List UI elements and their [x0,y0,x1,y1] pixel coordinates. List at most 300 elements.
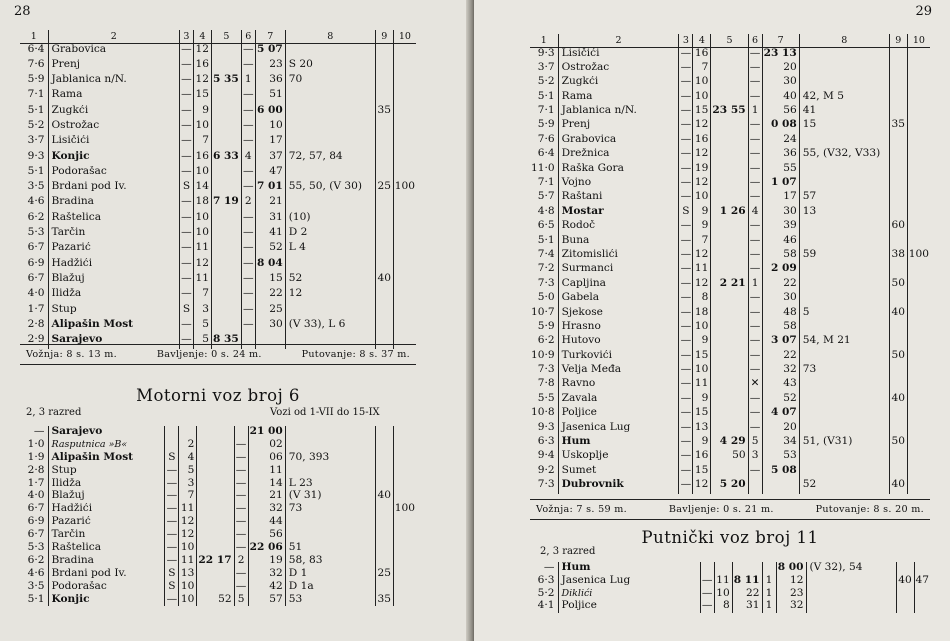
stop-type-cell: — [679,249,693,263]
stop-cell: 2 [241,196,255,211]
time-cell: 37 [255,151,285,166]
connections-cell [799,177,889,191]
stop-type-cell [700,562,714,575]
time-cell: 20 [762,422,799,436]
station-cell: Raška Gora [558,163,679,177]
speed-cell [393,59,416,74]
table-row [20,212,416,227]
stop-type-cell: — [166,490,178,502]
km-cell: 6·3 [530,575,558,588]
time-cell: 4 29 [711,436,748,450]
time-cell [211,181,241,196]
connections-cell [285,105,375,120]
time-cell [211,319,241,334]
time-cell [711,220,748,234]
stop-cell: — [748,148,762,162]
time-cell [711,76,748,90]
speed-cell [393,227,416,242]
time-cell: 23 [776,588,806,601]
speed-cell: 25 [375,181,393,196]
minutes-cell: 11 [179,555,197,568]
station-cell: Sjekose [558,307,679,321]
time-cell [197,516,234,529]
time-cell: 23 55 [711,105,748,119]
time-cell: 46 [762,235,799,249]
time-cell [211,288,241,303]
speed-cell [889,450,907,464]
stop-type-cell: — [179,120,193,135]
speed-cell [907,378,930,392]
speed-cell [393,478,416,491]
time-cell [711,119,748,133]
time-cell: 14 [248,478,285,491]
stop-cell: — [235,464,247,476]
time-cell: 17 [762,191,799,205]
time-cell: 22 [762,350,799,364]
minutes-cell: 12 [693,148,711,162]
table-row [530,91,930,105]
speed-cell [375,542,393,555]
speed-cell [907,163,930,177]
stop-cell: — [241,288,255,303]
stop-type-cell: — [166,593,178,605]
connections-cell [285,426,375,439]
speed-cell: 47 [915,574,929,586]
stop-cell: — [748,163,762,177]
km-cell: 5·2 [530,588,558,601]
minutes-cell: 10 [693,76,711,90]
time-cell: 30 [762,76,799,90]
timetable-top [530,34,930,494]
time-cell [711,163,748,177]
column-header: 3 [679,34,693,48]
speed-cell [889,335,907,349]
table-row [530,350,930,364]
station-cell: Šurmanci [558,263,679,277]
connections-cell [799,278,889,292]
km-cell: 5·5 [530,393,558,407]
speed-cell [907,76,930,90]
stop-cell: — [748,220,762,234]
stop-cell: — [241,212,255,227]
speed-cell: 40 [889,393,907,407]
stop-cell: — [241,227,255,242]
speed-cell [393,44,416,59]
time-cell [197,568,234,581]
stop-cell: — [748,91,762,105]
speed-cell [375,516,393,529]
km-cell: 7·3 [530,479,558,493]
station-cell: Lisičići [48,135,179,150]
time-cell: 8 11 [732,575,762,588]
speed-cell [889,422,907,436]
stop-cell: — [235,542,247,554]
speed-cell: 40 [375,273,393,288]
connections-cell: 12 [285,288,375,303]
minutes-cell: 15 [193,89,211,104]
km-cell: 2·9 [20,334,48,349]
stop-type-cell: — [679,191,693,205]
time-cell: 22 [732,588,762,601]
minutes-cell: 9 [693,393,711,407]
table-row [20,151,416,166]
minutes-cell: 9 [193,105,211,120]
speed-cell [889,292,907,306]
speed-cell [907,48,930,62]
time-cell: 55 [762,163,799,177]
time-cell: 17 [255,135,285,150]
station-cell: Hum [558,436,679,450]
km-cell: 6·4 [530,148,558,162]
station-cell: Žitomislići [558,249,679,263]
time-cell [711,335,748,349]
speed-cell [375,304,393,319]
km-cell: 7·6 [530,134,558,148]
table-row [530,263,930,277]
stop-type-cell: — [679,134,693,148]
speed-cell [393,452,416,465]
table-row [20,196,416,211]
connections-cell [285,304,375,319]
speed-cell [393,555,416,568]
time-cell: 8 00 [776,562,806,575]
minutes-cell: 3 [193,304,211,319]
station-cell: Žugkći [558,76,679,90]
column-header: 1 [530,34,558,48]
time-cell [211,273,241,288]
time-cell [711,321,748,335]
km-cell: 10·9 [530,350,558,364]
km-cell: 10·7 [530,307,558,321]
stop-cell: — [241,304,255,319]
connections-cell [285,516,375,529]
station-cell: Prenj [558,119,679,133]
connections-cell [799,76,889,90]
table-row [530,278,930,292]
km-cell: 5·3 [20,227,48,242]
connections-cell: D 1 [285,568,375,581]
station-cell: Šumet [558,465,679,479]
stop-cell: — [748,235,762,249]
stop-cell: — [748,393,762,407]
stop-cell: 1 [748,278,762,292]
stop-cell: — [748,422,762,436]
connections-cell: 55, (V32, V33) [799,148,889,162]
station-cell: Konjic [48,151,179,166]
km-cell: 9·3 [530,48,558,62]
station-cell: Brdani pod Iv. [48,181,179,196]
station-cell: Stup [48,304,179,319]
minutes-cell: 11 [693,378,711,392]
station-cell: Pazarić [48,516,165,529]
stop-type-cell: — [179,89,193,104]
table-row [530,62,930,76]
time-cell [211,258,241,273]
connections-cell: (V 32), 54 [806,562,896,575]
speed-cell [907,450,930,464]
speed-cell [914,600,930,613]
connections-cell: 13 [799,206,889,220]
stop-type-cell: — [679,91,693,105]
time-cell: 36 [762,148,799,162]
table-row [20,529,416,542]
stop-cell: — [235,580,247,592]
station-cell: Ilidža [48,478,165,491]
station-cell: Hadžići [48,258,179,273]
km-cell: 3·7 [530,62,558,76]
km-cell: 4·8 [530,206,558,220]
speed-cell [889,148,907,162]
station-cell: Tarčin [48,529,165,542]
stop-cell: — [748,307,762,321]
minutes-cell: 7 [193,135,211,150]
driving-time: Vožnja: 7 s. 59 m. [536,504,628,515]
station-cell: Čapljina [558,278,679,292]
minutes-cell: 16 [193,151,211,166]
speed-cell [907,220,930,234]
driving-time: Vožnja: 8 s. 13 m. [26,349,118,360]
minutes-cell: 12 [193,74,211,89]
stop-cell: — [241,120,255,135]
minutes-cell: 4 [179,452,197,465]
column-header: 7 [762,34,799,48]
time-cell: 19 [248,555,285,568]
travel-summary [20,344,416,365]
time-cell: 20 [762,62,799,76]
minutes-cell: 12 [193,258,211,273]
time-cell [211,59,241,74]
speed-cell [907,235,930,249]
minutes-cell: 15 [693,105,711,119]
time-cell: 10 [255,120,285,135]
minutes-cell: 13 [693,422,711,436]
speed-cell [375,135,393,150]
stop-type-cell: — [679,350,693,364]
connections-cell [799,263,889,277]
stop-cell [748,479,762,493]
minutes-cell: 7 [179,490,197,503]
station-cell: Lisičići [558,48,679,62]
connections-cell [799,378,889,392]
table-row [530,134,930,148]
connections-cell: 52 [799,479,889,493]
stop-type-cell: S [679,206,693,220]
speed-cell [393,105,416,120]
connections-cell [285,166,375,181]
connections-cell [799,163,889,177]
time-cell: 1 07 [762,177,799,191]
time-cell: 8 04 [255,258,285,273]
stop-cell: — [241,242,255,257]
speed-cell [393,581,416,594]
speed-cell [393,288,416,303]
station-cell: Sarajevo [48,426,165,439]
stop-type-cell [165,439,179,452]
minutes-cell: 10 [693,91,711,105]
connections-cell [285,89,375,104]
time-cell [197,426,234,439]
connections-cell [285,258,375,273]
time-cell: 36 [255,74,285,89]
stop-cell: — [748,263,762,277]
stop-type-cell: — [679,407,693,421]
speed-cell [393,516,416,529]
time-cell: 5 35 [211,74,241,89]
station-cell: Ilidža [48,288,179,303]
km-cell: 4·0 [20,288,48,303]
minutes-cell: 7 [193,288,211,303]
connections-cell [806,575,896,588]
station-cell: Raštani [558,191,679,205]
table-row [20,288,416,303]
stop-cell: — [748,465,762,479]
station-cell: Pazarić [48,242,179,257]
speed-cell [393,568,416,581]
column-header: 4 [193,30,211,44]
station-cell: Jablanica n/N. [48,74,179,89]
station-cell: Velja Međa [558,364,679,378]
stop-type-cell: — [679,292,693,306]
stop-type-cell: — [679,422,693,436]
time-cell [211,105,241,120]
table-row [530,479,930,493]
section-title: Motorni voz broj 6 [136,386,300,405]
station-cell: Alipašin Most [48,319,179,334]
time-cell [711,307,748,321]
station-cell: Mostar [558,206,679,220]
stop-type-cell [165,426,179,439]
speed-cell [375,439,393,452]
speed-cell [907,422,930,436]
page-number: 28 [14,4,31,19]
minutes-cell: 10 [179,542,197,555]
column-header: 10 [393,30,416,44]
station-cell: Turkovići [558,350,679,364]
time-cell [211,89,241,104]
table-row [530,378,930,392]
time-cell [711,148,748,162]
stop-cell: — [241,59,255,74]
time-cell [211,304,241,319]
stop-type-cell: — [179,319,193,334]
station-cell: Rodoč [558,220,679,234]
connections-cell [799,465,889,479]
class-label: 2, 3 razred [540,546,596,557]
station-cell: Grabovica [48,44,179,59]
speed-cell [375,59,393,74]
time-cell [197,503,234,516]
stop-cell: — [235,516,247,528]
time-cell [211,166,241,181]
stop-cell: — [235,477,247,489]
speed-cell [375,242,393,257]
column-header: 6 [748,34,762,48]
km-cell: 5·3 [20,542,48,555]
km-cell: 5·9 [20,74,48,89]
stop-type-cell: — [179,273,193,288]
km-cell: 5·1 [530,91,558,105]
connections-cell [799,134,889,148]
stop-cell: — [748,350,762,364]
station-cell: Dubrovnik [558,479,679,493]
table-row [530,307,930,321]
table-row [530,422,930,436]
station-cell: Prenj [48,59,179,74]
minutes-cell: 16 [193,59,211,74]
km-cell: 5·2 [20,120,48,135]
minutes-cell: 7 [693,235,711,249]
stop-type-cell: — [179,44,193,59]
table-row [20,120,416,135]
connections-cell: 15 [799,119,889,133]
km-cell: 3·5 [20,581,48,594]
speed-cell [907,177,930,191]
minutes-cell: 12 [193,44,211,59]
connections-cell [285,529,375,542]
table-row [20,242,416,257]
speed-cell [393,439,416,452]
time-cell [711,191,748,205]
station-cell: Hum [558,562,700,575]
stop-type-cell: — [679,177,693,191]
table-row [20,59,416,74]
connections-cell: 51 [285,542,375,555]
minutes-cell: 5 [179,465,197,478]
speed-cell [375,44,393,59]
stop-cell: — [748,321,762,335]
minutes-cell [714,562,732,575]
time-cell [762,479,799,493]
stop-cell: — [241,89,255,104]
speed-cell [889,407,907,421]
speed-cell [907,91,930,105]
stop-type-cell: — [701,600,713,612]
time-cell [197,490,234,503]
stop-cell: 5 [748,436,762,450]
stop-cell: — [235,567,247,579]
time-cell: 31 [732,600,762,613]
time-cell: 32 [248,568,285,581]
stop-type-cell: — [701,574,713,586]
km-cell: 6·7 [20,529,48,542]
station-cell: Alipašin Most [48,452,165,465]
station-cell: Poljice [558,600,700,613]
km-cell: 7·1 [530,105,558,119]
minutes-cell: 14 [193,181,211,196]
minutes-cell: 10 [693,321,711,335]
connections-cell: 42, M 5 [799,91,889,105]
connections-cell: 54, M 21 [799,335,889,349]
time-cell [197,452,234,465]
connections-cell [285,44,375,59]
stop-cell: 1 [762,600,776,613]
speed-cell [907,393,930,407]
class-label: 2, 3 razred [26,407,82,418]
speed-cell [896,562,914,575]
km-cell: 1·9 [20,452,48,465]
stop-type-cell: S [165,452,179,465]
time-cell: 41 [255,227,285,242]
total-time: Putovanje: 8 s. 37 m. [301,349,410,360]
speed-cell [375,452,393,465]
connections-cell [799,422,889,436]
stop-type-cell: — [679,263,693,277]
stop-type-cell: — [679,450,693,464]
time-cell: 56 [762,105,799,119]
speed-cell [914,588,930,601]
table-row [530,76,930,90]
stop-time: Bavljenje: 0 s. 21 m. [668,504,774,515]
